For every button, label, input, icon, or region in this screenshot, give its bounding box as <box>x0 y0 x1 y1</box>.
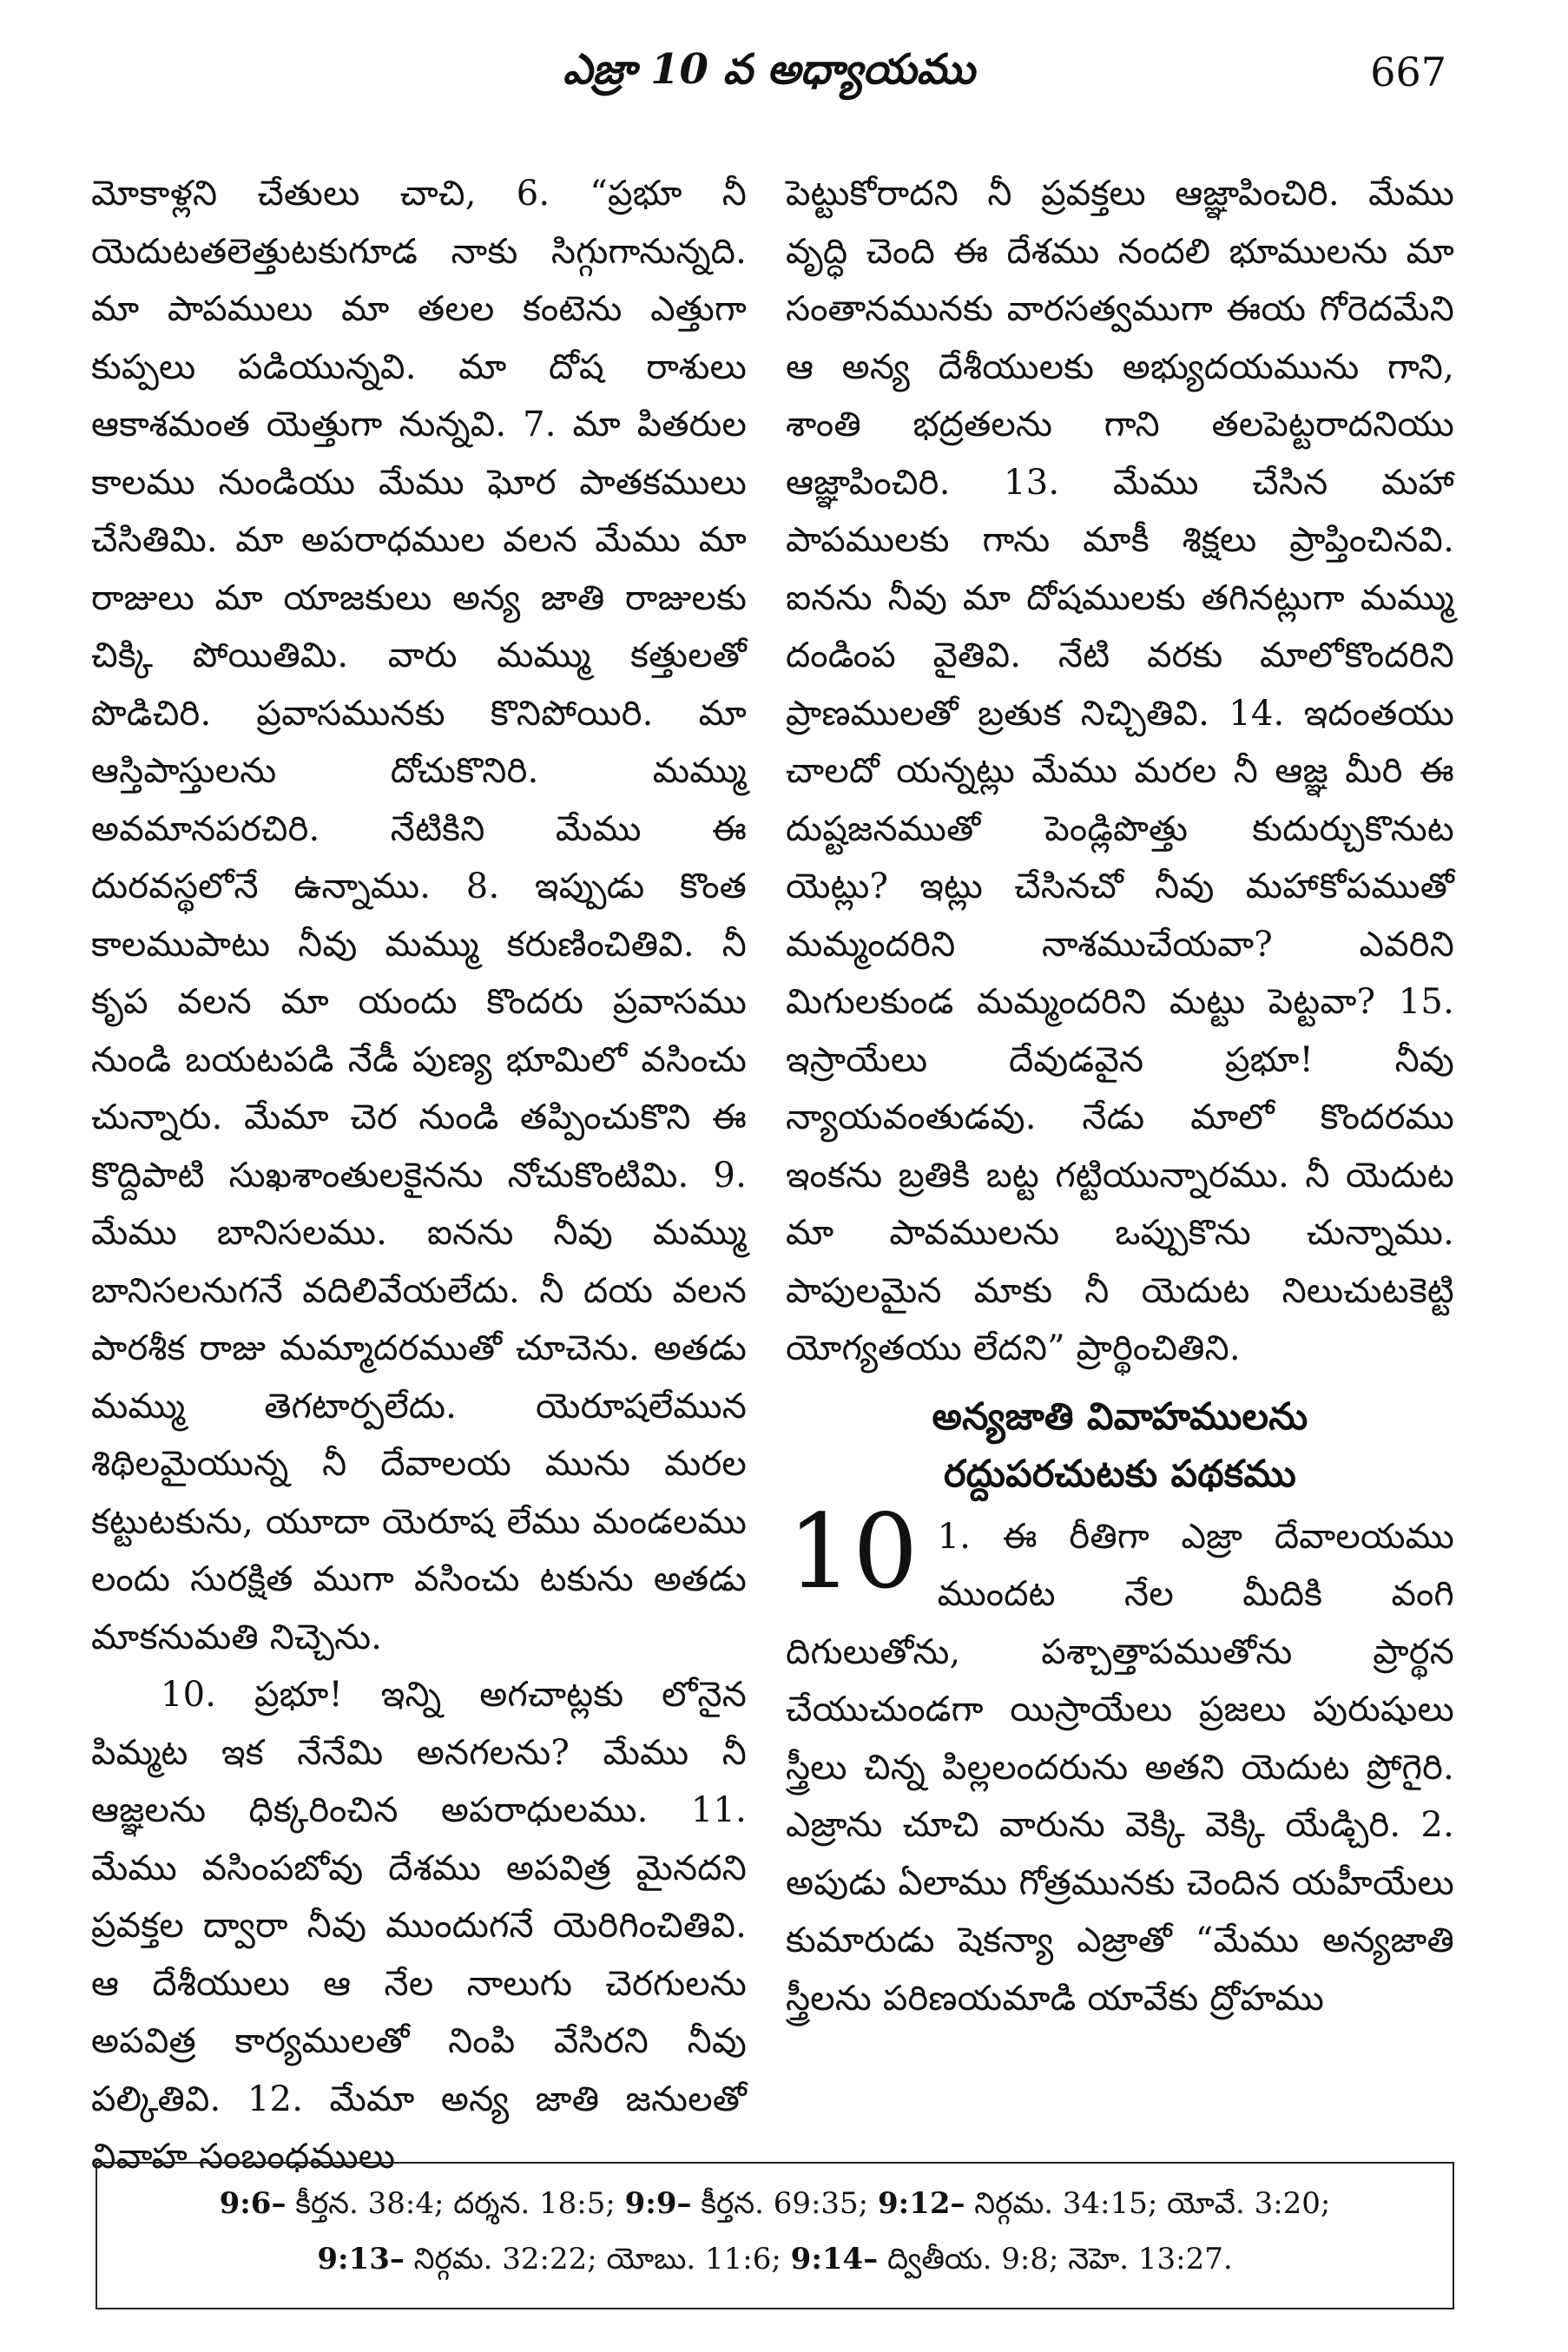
footnote-text: నిర్గమ. 32:22; యోబు. 11:6; <box>404 2242 791 2276</box>
section-heading-line: అన్యజాతి వివాహములను <box>932 1394 1308 1439</box>
chapter-paragraph <box>786 1491 1454 2028</box>
footnote-line <box>97 2176 1453 2231</box>
running-title: ఎజ్రా 10 వ అధ్యాయము <box>563 45 975 94</box>
footnote-ref: 9:13– <box>317 2242 405 2276</box>
footnote-text: ద్వితీయ. 9:8; నెహె. 13:27. <box>878 2242 1233 2276</box>
chapter-number: 10 <box>787 1491 919 1611</box>
footnote-ref: 9:9– <box>624 2186 692 2221</box>
left-column <box>91 165 747 2186</box>
footnote-ref: 9:12– <box>877 2186 965 2221</box>
paragraph: మోకాళ్లని చేతులు చాచి, 6. “ప్రభూ నీ యెదుటతలెత్తుటకుగూడ నాకు సిగ్గుగానున్నది. మా పాపములు మా తలల కంటెను ఎత్తుగా కుప్పలు పడియున్నవి. మా దోష రాశులు ఆకాశమంత యెత్తుగా నున్నవి. 7. మా పితరుల కాలము నుండియు మేము ఘోర పాతకములు చేసితిమి. మా అపరాధముల వలన మేము మా రాజులు మా యాజకులు అన్య జాతి రాజులకు చిక్కి పోయితిమి. వారు మమ్ము కత్తులతో పొడిచిరి. ప్రవాసమునకు కొనిపోయిరి. మా ఆస్తిపాస్తులను దోచుకొనిరి. మమ్ము అవమానపరచిరి. నేటికిని మేము ఈ దురవస్థలోనే ఉన్నాము. 8. ఇప్పుడు కొంత కాలముపాటు నీవు మమ్ము కరుణించితివి. నీ కృప వలన మా యందు కొందరు ప్రవాసము నుండి బయటపడి నేడీ పుణ్య భూమిలో వసించు చున్నారు. మేమా చెర నుండి తప్పించుకొని ఈ కొద్దిపాటి సుఖశాంతులకైనను నోచుకొంటిమి. 9. మేము బానిసలము. ఐనను నీవు మమ్ము బానిసలనుగనే వదిలివేయలేదు. నీ దయ వలన పారశీక రాజు మమ్మాదరముతో చూచెను. అతడు మమ్ము తెగటార్పలేదు. యెరూషలేమున శిథిలమైయున్న నీ దేవాలయ మును మరల కట్టుటకును, యూదా యెరూష లేము మండలము లందు సురక్షిత ముగా వసించు టకును అతడు మాకనుమతి నిచ్చెను. <box>91 174 747 1657</box>
footnote-text: కీర్తన. 38:4; దర్శన. 18:5; <box>286 2186 625 2221</box>
footnote-ref: 9:14– <box>790 2242 879 2276</box>
chapter-text: 1. ఈ రీతిగా ఎజ్రా దేవాలయము ముందట నేల మీదికి వంగి దిగులుతోను, పశ్చాత్తాపముతోను ప్రార్థన చేయుచుండగా యిస్రాయేలు ప్రజలు పురుషులు స్త్రీలు చిన్న పిల్లలందరును అతని యెదుట ప్రోగైరి. ఎజ్రాను చూచి వారును వెక్కి వెక్కి యేడ్చిరి. 2. అపుడు ఏలాము గోత్రమునకు చెందిన యహీయేలు కుమారుడు షెకన్యా ఎజ్రాతో “మేము అన్యజాతి స్త్రీలను పరిణయమాడి యావేకు ద్రోహము <box>786 1516 1454 2019</box>
section-heading-line: రద్దుపరచుటకు పథకము <box>943 1452 1296 1496</box>
footnote-ref: 9:6– <box>219 2186 287 2221</box>
footnote-text: కీర్తన. 69:35; <box>691 2186 878 2221</box>
paragraph: పెట్టుకోరాదని నీ ప్రవక్తలు ఆజ్ఞాపించిరి. మేము వృద్ధి చెంది ఈ దేశము నందలి భూములను మా సంతానమునకు వారసత్వముగా ఈయ గోరెదమేని ఆ అన్య దేశీయులకు అభ్యుదయమును గాని, శాంతి భద్రతలను గాని తలపెట్టరాదనియు ఆజ్ఞాపించిరి. 13. మేము చేసిన మహా పాపములకు గాను మాకీ శిక్షలు ప్రాప్తించినవి. ఐనను నీవు మా దోషములకు తగినట్లుగా మమ్ము దండింప వైతివి. నేటి వరకు మాలోకొందరిని ప్రాణములతో బ్రతుక నిచ్చితివి. 14. ఇదంతయు చాలదో యన్నట్లు మేము మరల నీ ఆజ్ఞ మీరి ఈ దుష్టజనముతో పెండ్లిపొత్తు కుదుర్చుకొనుట యెట్లు? ఇట్లు చేసినచో నీవు మహాకోపముతో మమ్మందరిని నాశముచేయవా? ఎవరిని మిగులకుండ మమ్మందరిని మట్టు పెట్టవా? 15. ఇస్రాయేలు దేవుడవైన ప్రభూ! నీవు న్యాయవంతుడవు. నేడు మాలో కొందరము ఇంకను బ్రతికి బట్ట గట్టియున్నారము. నీ యెదుట మా పావములను ఒప్పుకొను చున్నాము. పాపులమైన మాకు నీ యెదుట నిలుచుటకెట్టి యోగ్యతయు లేదని” ప్రార్థించితిని. <box>786 174 1454 1368</box>
footnote-text: నిర్గమ. 34:15; యోవే. 3:20; <box>965 2186 1331 2221</box>
footnote-box <box>96 2162 1454 2309</box>
right-column <box>786 165 1454 2027</box>
footnote-line <box>97 2231 1453 2287</box>
page-number: 667 <box>1370 49 1446 96</box>
page-header <box>91 45 1446 123</box>
paragraph: 10. ప్రభూ! ఇన్ని అగచాట్లకు లోనైన పిమ్మట ఇక నేనేమి అనగలను? మేము నీ ఆజ్ఞలను ధిక్కరించిన అపరాధులము. 11. మేము వసింపబోవు దేశము అపవిత్ర మైనదని ప్రవక్తల ద్వారా నీవు ముందుగనే యెరిగించితివి. ఆ దేశీయులు ఆ నేల నాలుగు చెరగులను అపవిత్ర కార్యములతో నింపి వేసిరని నీవు పల్కితివి. 12. మేమా అన్య జాతి జనులతో వివాహ సంబంధములు <box>91 1675 747 2177</box>
section-heading <box>786 1388 1454 1503</box>
